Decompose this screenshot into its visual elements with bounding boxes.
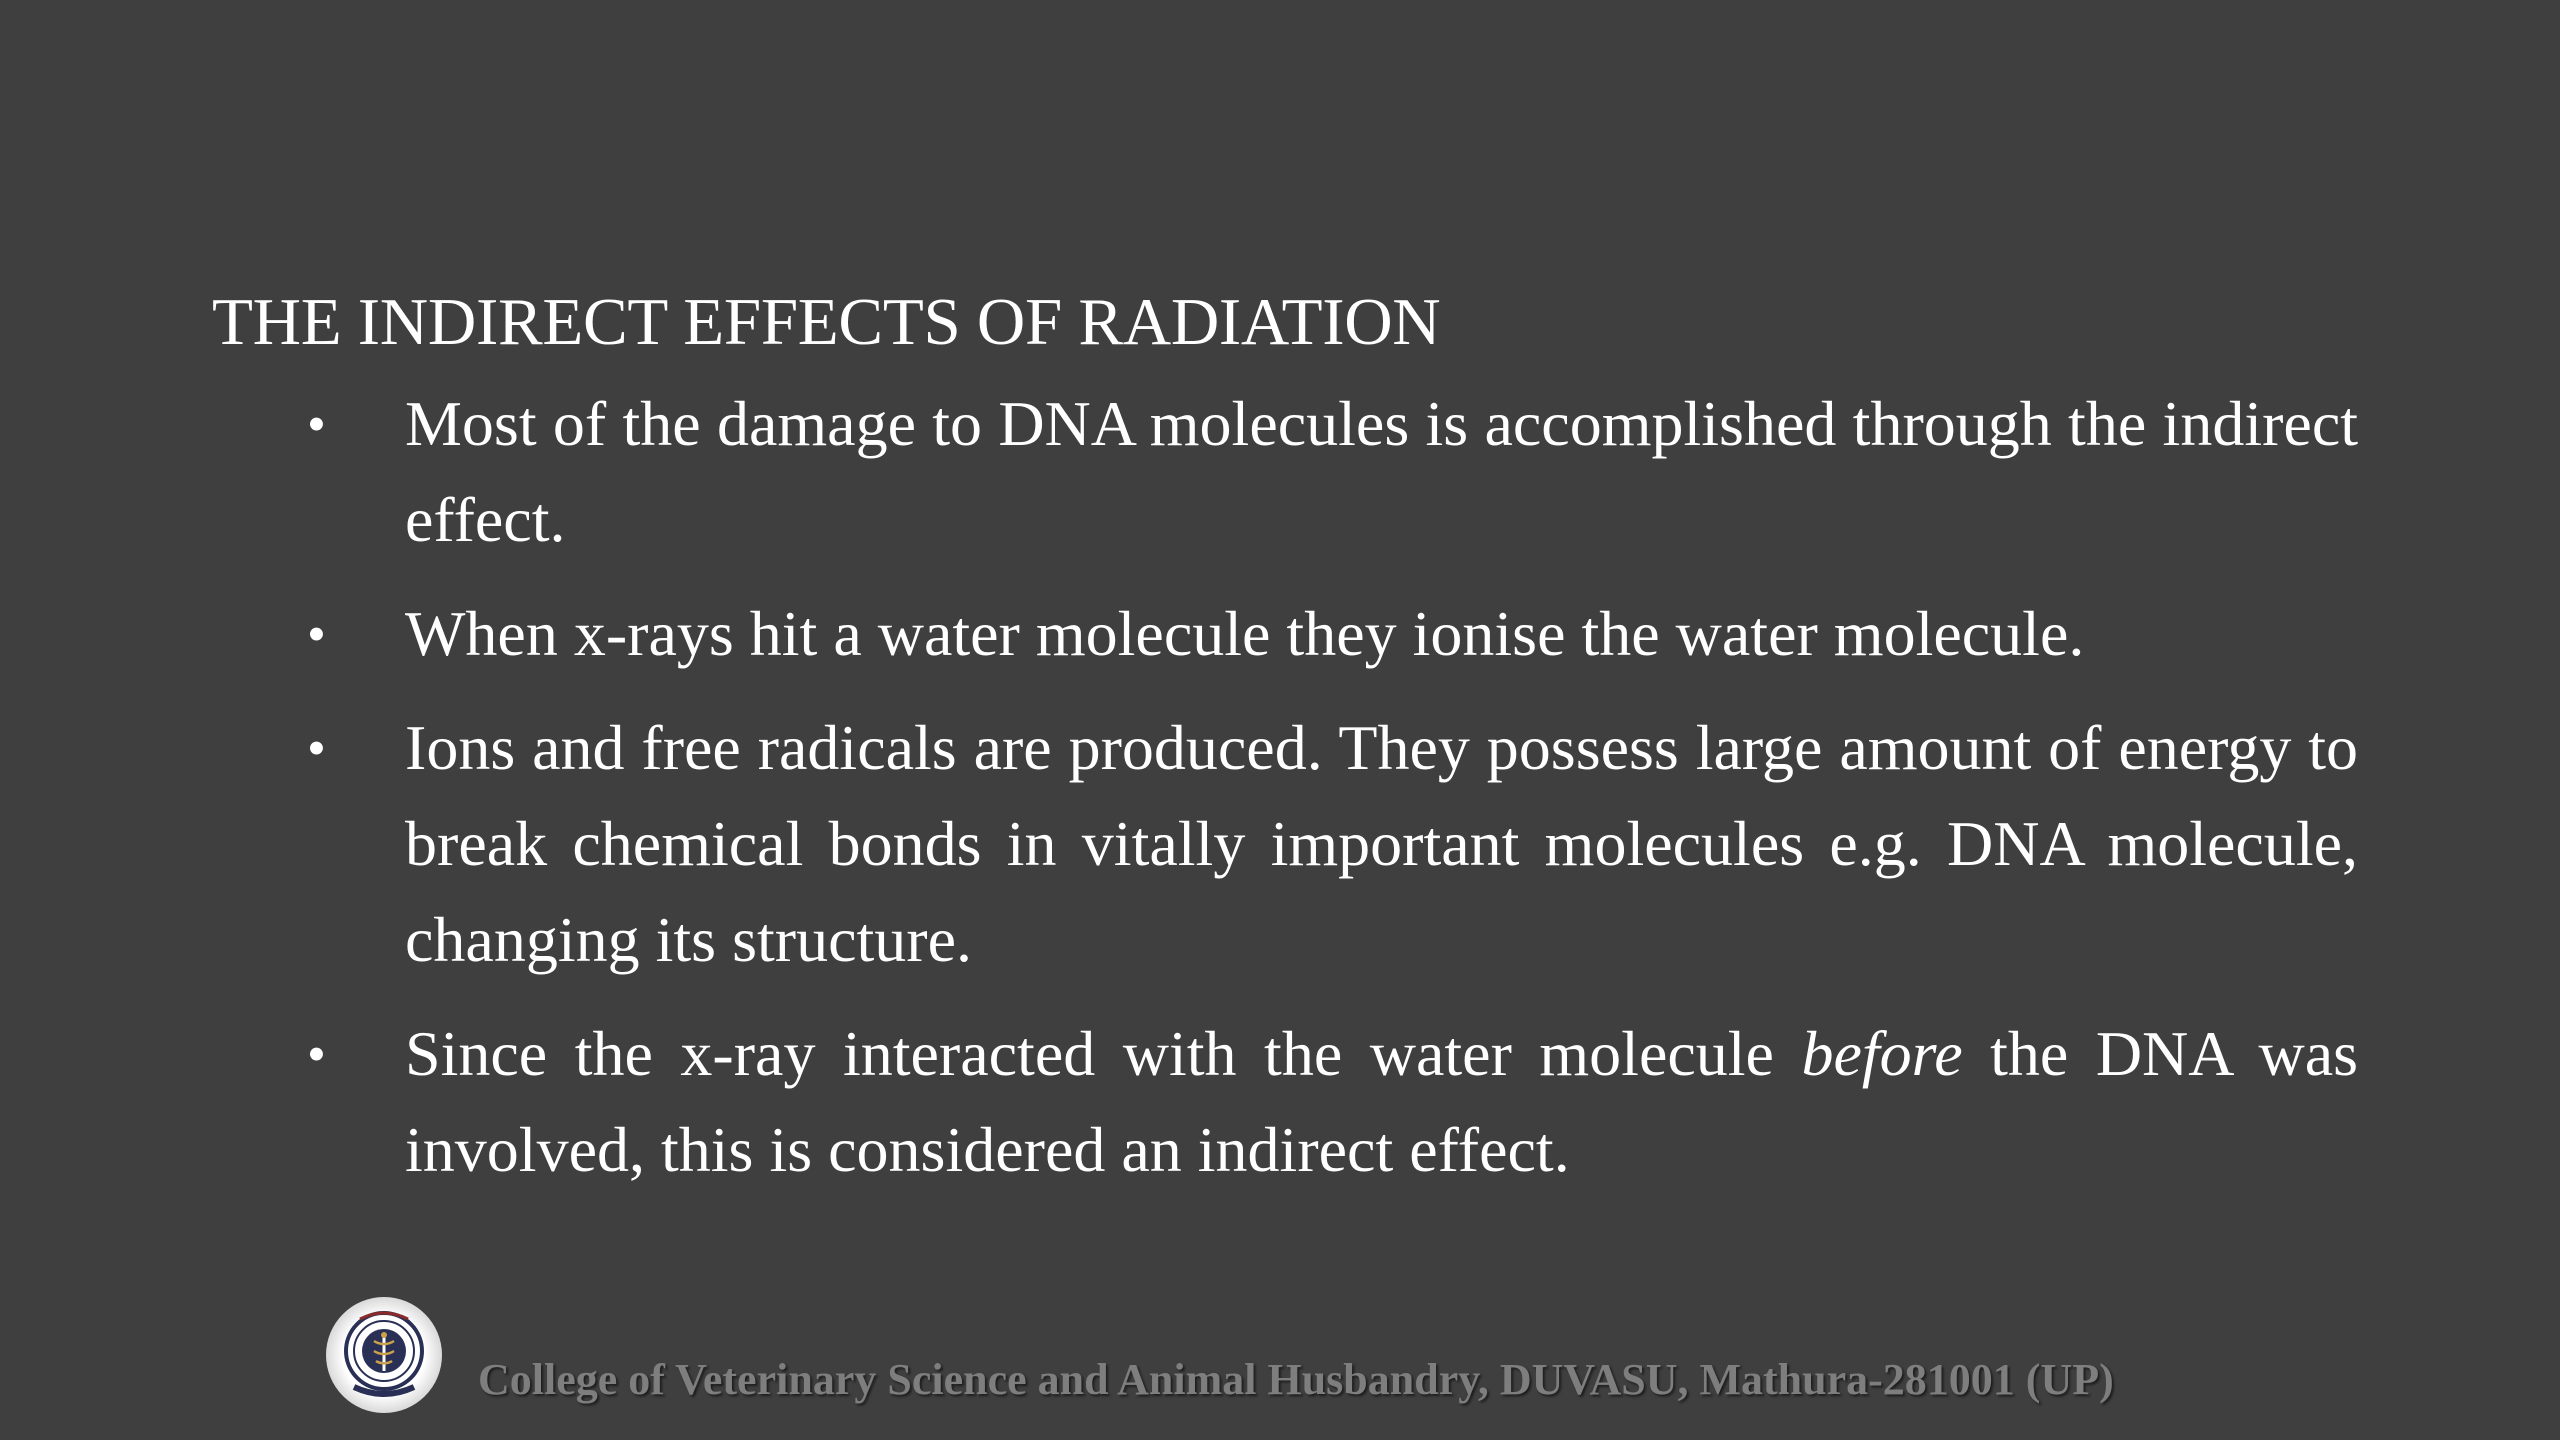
bullet-list — [0, 376, 2560, 1216]
college-emblem-icon — [320, 1291, 448, 1419]
bullet-text: When x-rays hit a water molecule they ionise the water molecule. — [405, 598, 2085, 669]
bullet-item — [307, 376, 2358, 568]
bullet-text: Most of the damage to DNA molecules is accomplished through the indirect effect. — [405, 388, 2358, 555]
bullet-marker: • — [307, 718, 326, 778]
footer — [320, 1290, 2114, 1420]
footer-institution-text: College of Veterinary Science and Animal Husbandry, DUVASU, Mathura-281001 (UP) — [478, 1354, 2114, 1404]
bullet-text-before: Since the x-ray interacted with the water molecule — [405, 1018, 1802, 1089]
bullet-marker: • — [307, 394, 326, 454]
bullet-text-emphasis: before — [1801, 1018, 1963, 1089]
bullet-text: Ions and free radicals are produced. They possess large amount of energy to break chemical bonds in vitally important molecules e.g. DNA molecule, changing its structure. — [405, 712, 2358, 975]
bullet-marker: • — [307, 604, 326, 664]
bullet-item — [307, 1006, 2359, 1198]
bullet-marker: • — [307, 1024, 326, 1084]
bullet-text-after: the DNA was involved, this is considered an indirect effect. — [405, 1018, 2359, 1185]
bullet-item — [307, 700, 2358, 988]
slide-title: THE INDIRECT EFFECTS OF RADIATION — [212, 285, 1441, 359]
bullet-item — [307, 586, 2358, 682]
